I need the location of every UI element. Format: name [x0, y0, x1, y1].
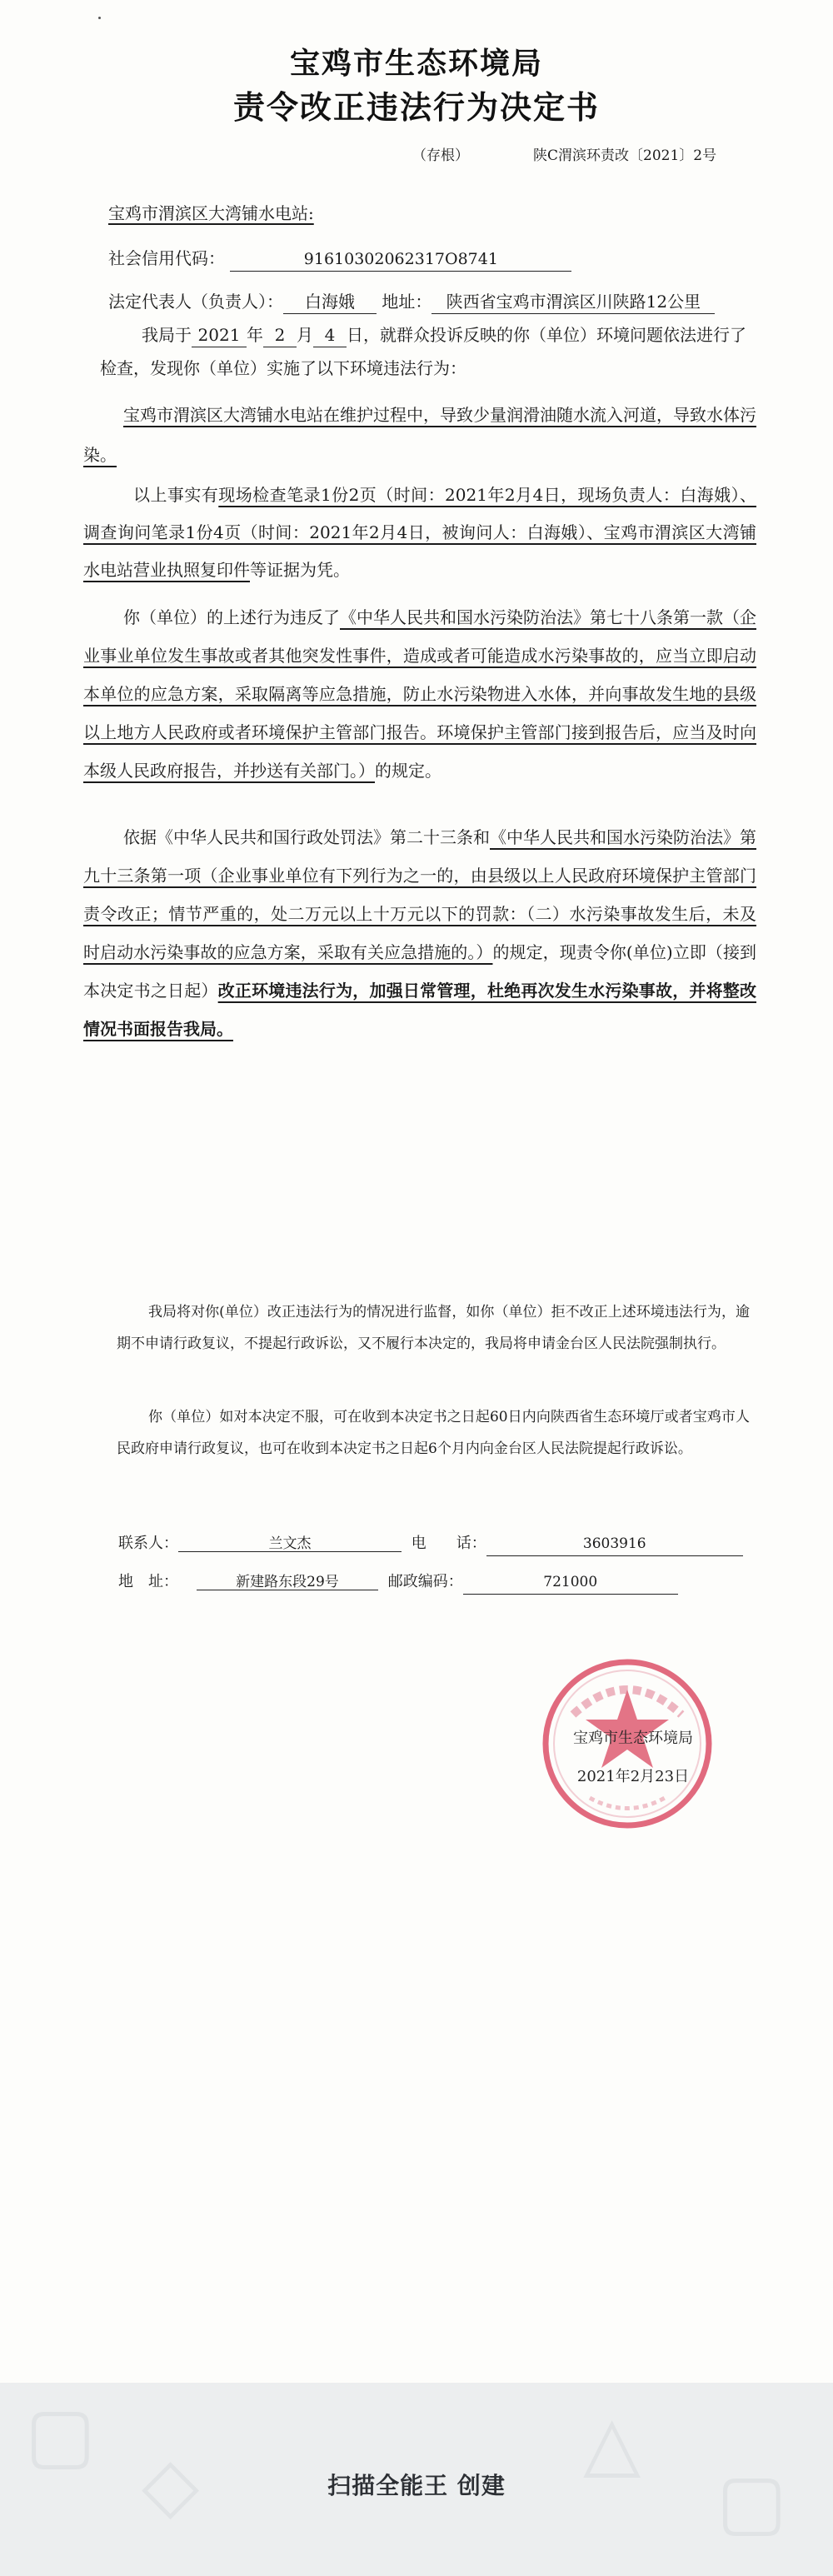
scanner-watermark-footer	[0, 2383, 833, 2576]
order-prefix: 依据《中华人民共和国行政处罚法》第二十三条和	[123, 827, 490, 847]
representative-line	[108, 288, 715, 315]
intro-text-2: 日，就群众投诉反映的你（单位）环境问题依法进行了	[347, 325, 746, 345]
watermark-glyph-icon: △	[583, 2399, 641, 2487]
evidence-detail: 现场检查笔录1份2页（时间：2021年2月4日，现场负责人：白海娥）、调查询问笔录1份4页（时间：2021年2月4日，被询问人：白海娥）、宝鸡市渭滨区大湾铺水电站营业执照复印件	[83, 485, 757, 580]
phone-label: 电 话：	[411, 1535, 486, 1552]
order-paragraph	[83, 818, 756, 1048]
agency-address: 新建路东段29号	[197, 1570, 378, 1590]
watermark-glyph-icon: ▢	[25, 2391, 97, 2479]
phone-number: 3603916	[486, 1535, 743, 1556]
inspection-year: 2021	[192, 322, 247, 347]
agency-address-label: 地 址：	[118, 1573, 178, 1590]
credit-code: 91610302062317O8741	[230, 246, 571, 272]
credit-code-label: 社会信用代码：	[108, 248, 225, 268]
contact-person-label: 联系人：	[118, 1535, 178, 1552]
party-address: 陕西省宝鸡市渭滨区川陕路12公里	[431, 288, 715, 314]
intro-line-2: 检查，发现你（单位）实施了以下环境违法行为：	[100, 358, 466, 378]
appeal-paragraph: 你（单位）如对本决定不服，可在收到本决定书之日起60日内向陕西省生态环境厅或者宝鸡市人民政府申请行政复议，也可在收到本决定书之日起6个月内向金台区人民法院提起行政诉讼。	[117, 1409, 750, 1457]
intro-text-1: 我局于	[142, 325, 192, 345]
representative-name: 白海娥	[283, 288, 377, 314]
violation-paragraph	[83, 395, 756, 475]
contact-person: 兰文杰	[178, 1531, 402, 1552]
supervision-paragraph: 我局将对你(单位）改正违法行为的情况进行监督，如你（单位）拒不改正上述环境违法行为，逾期不申请行政复议，不提起行政诉讼，又不履行本决定的，我局将申请金台区人民法院强制执行。	[117, 1304, 750, 1352]
party-name: 宝鸡市渭滨区大湾铺水电站:	[108, 203, 314, 223]
violation-text: 宝鸡市渭滨区大湾铺水电站在维护过程中，导致少量润滑油随水流入河道，导致水体污染。	[83, 405, 756, 465]
seal-bottom-arc-icon	[590, 1798, 665, 1809]
watermark-glyph-icon: ◇	[142, 2441, 200, 2529]
inspection-day: 4	[313, 322, 347, 347]
month-char: 月	[297, 325, 313, 345]
inspection-date-line	[142, 322, 746, 348]
issuing-agency: 宝鸡市生态环境局	[573, 1730, 693, 1747]
legal-basis-prefix: 你（单位）的上述行为违反了	[123, 607, 340, 627]
legal-basis-suffix: 的规定。	[375, 761, 441, 781]
correction-demand: 改正环境违法行为，加强日常管理，杜绝再次发生水污染事故，并将整改情况书面报告我局。	[83, 981, 757, 1039]
evidence-suffix: 等证据为凭。	[250, 560, 350, 580]
year-char: 年	[247, 325, 263, 345]
document-title: 责令改正违法行为决定书	[232, 89, 600, 126]
inspection-month: 2	[263, 322, 297, 347]
order-mid: 的规定，现责令你(单位)立即（接到本决定书之日起）	[83, 942, 757, 1001]
postcode: 721000	[463, 1574, 678, 1595]
credit-code-line	[108, 245, 571, 272]
scan-speck	[98, 17, 101, 19]
issue-date: 2021年2月23日	[576, 1768, 690, 1785]
evidence-paragraph	[83, 477, 756, 589]
contact-row	[118, 1531, 743, 1556]
violated-law: 《中华人民共和国水污染防治法》第七十八条第一款（企业事业单位发生事故或者其他突发性事件，造成或者可能造成水污染事故的，应当立即启动本单位的应急方案，采取隔离等应急措施，防止水污染物进入水体，并向事故发生地的县级以上地方人民政府或者环境保护主管部门报告。环境保护主管部门接到报告后，应当及时向本级人民政府报告，并抄送有关部门。）	[83, 607, 756, 781]
penalty-law: 《中华人民共和国水污染防治法》第九十三条第一项（企业事业单位有下列行为之一的，由县级以上人民政府环境保护主管部门责令改正；情节严重的，处二万元以上十万元以下的罚款：（二）水污染事故发生后，未及时启动水污染事故的应急方案，采取有关应急措施的。）	[83, 827, 756, 962]
scanner-brand: 扫描全能王 创建	[327, 2472, 506, 2499]
evidence-prefix: 以上事实有	[133, 485, 219, 505]
legal-basis-paragraph	[83, 598, 756, 790]
watermark-glyph-icon: ▢	[716, 2458, 788, 2545]
document-title-agency: 宝鸡市生态环境局	[289, 47, 543, 81]
postcode-label: 邮政编码：	[387, 1573, 463, 1590]
document-number: 陕C渭滨环责改〔2021〕2号	[533, 147, 717, 164]
address-label: 地址：	[382, 292, 432, 312]
address-row	[118, 1570, 678, 1595]
stub-label: （存根）	[412, 147, 469, 164]
representative-label: 法定代表人（负责人）：	[108, 292, 283, 312]
party-name-line	[108, 200, 314, 227]
